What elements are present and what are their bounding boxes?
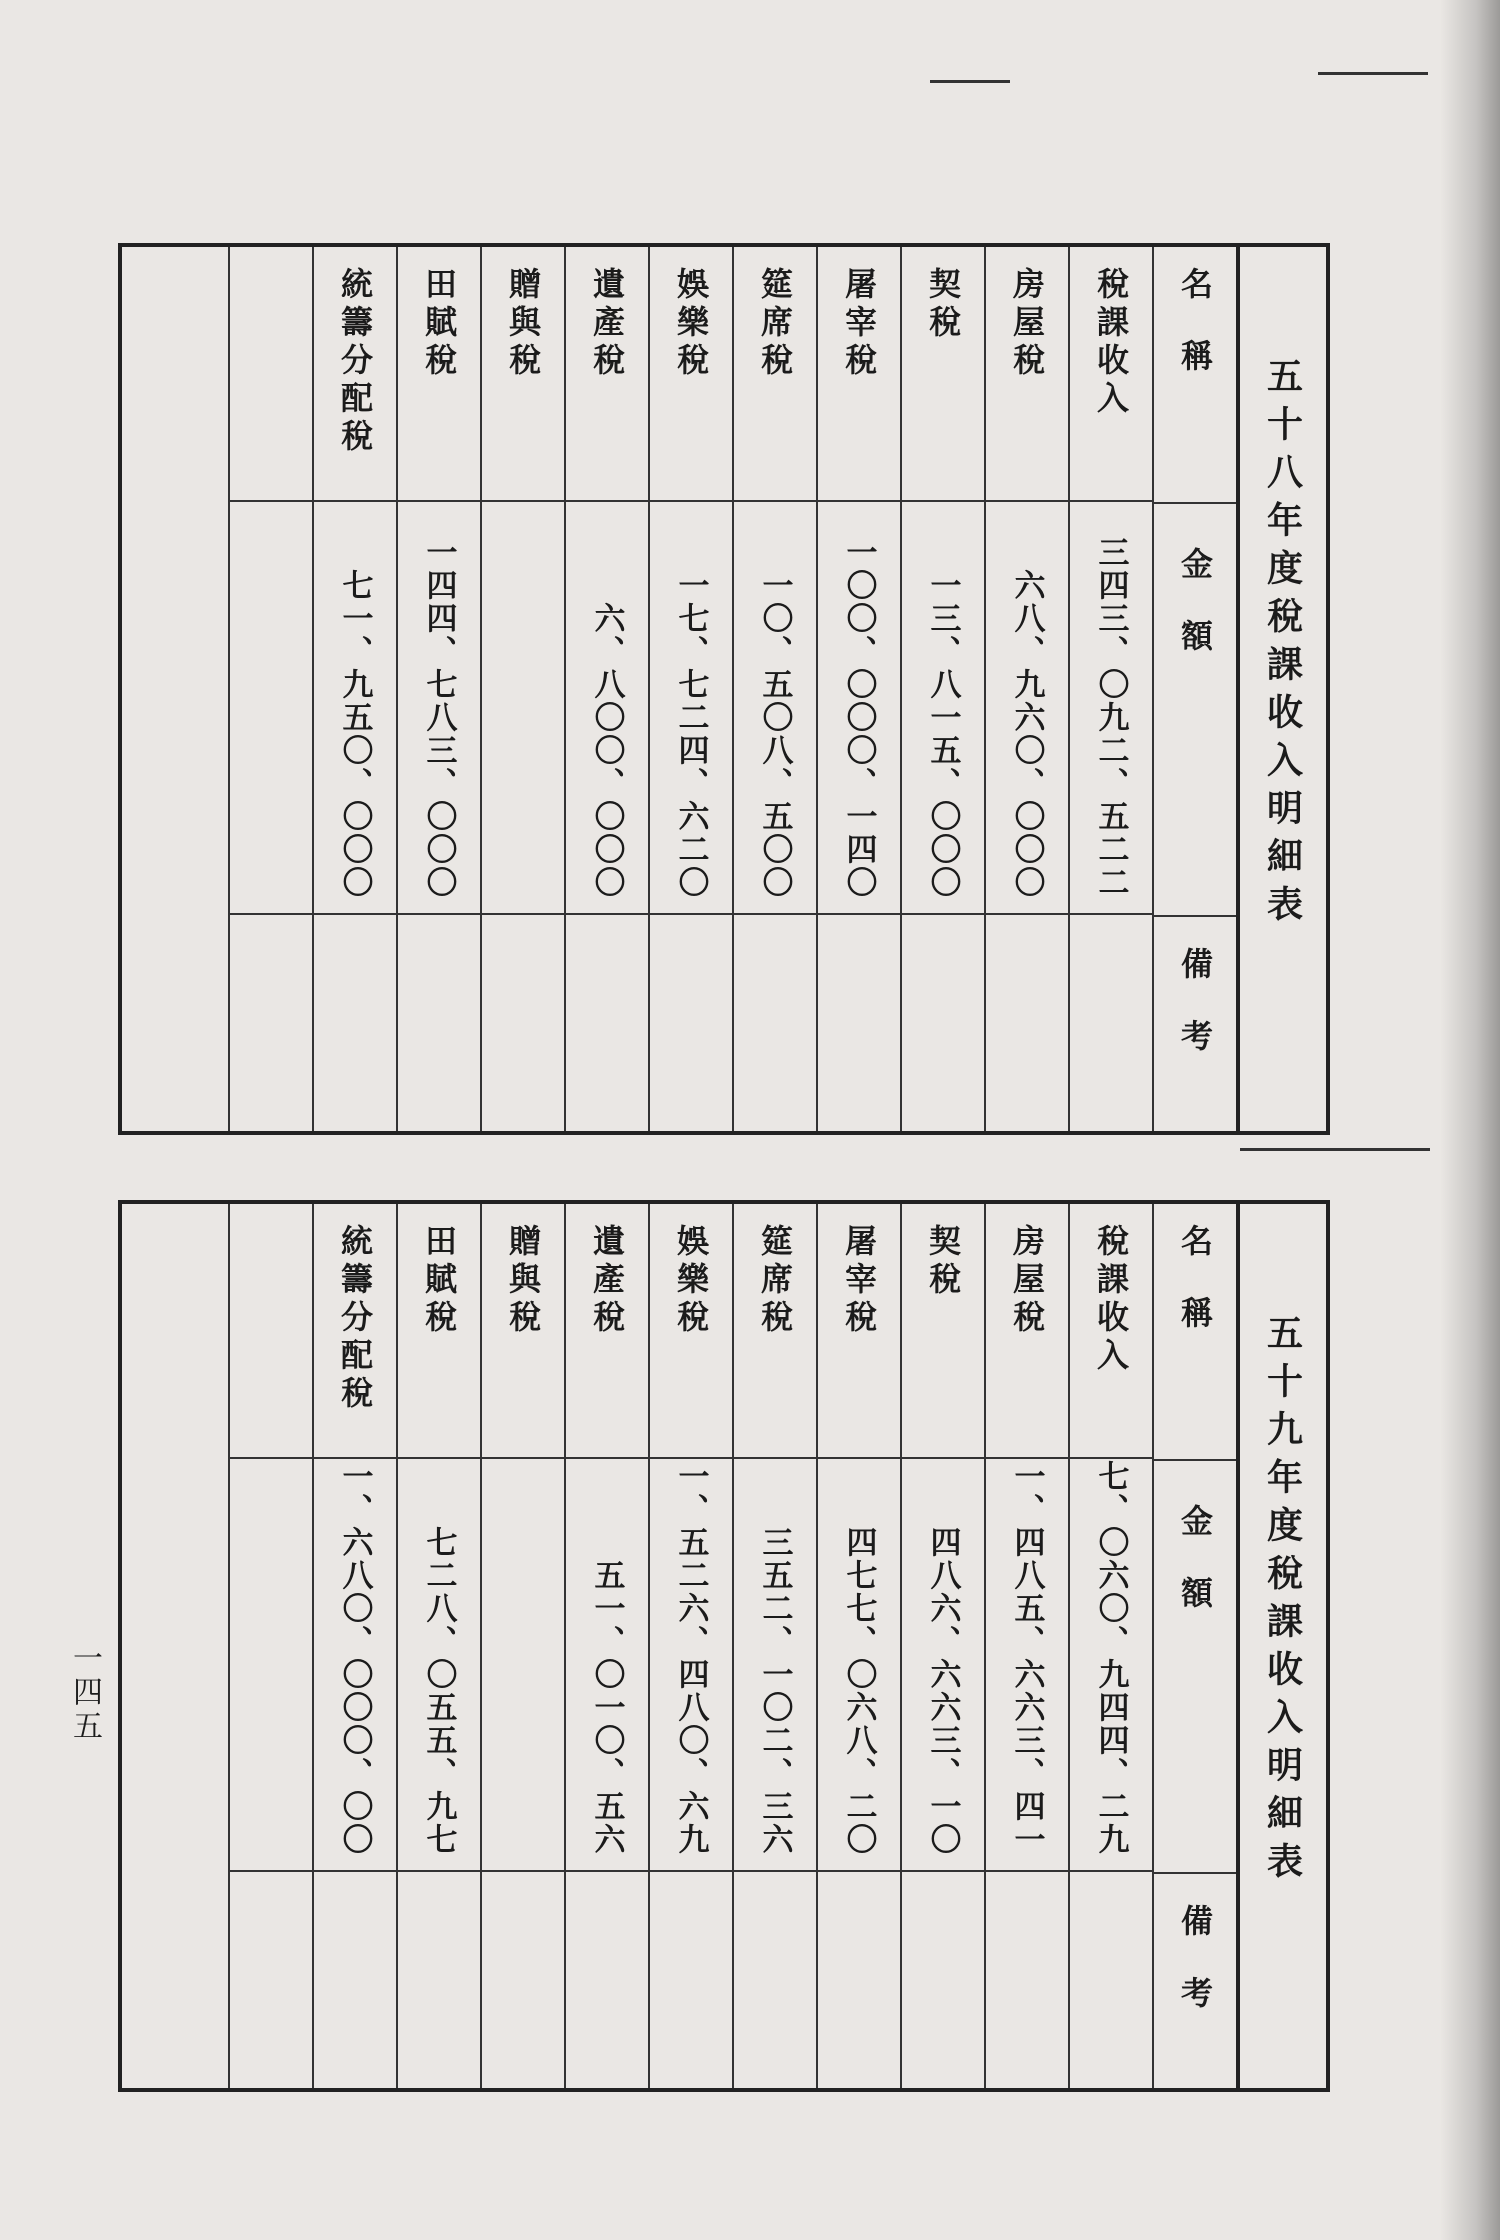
row-name: 契稅 <box>924 267 962 343</box>
row-name: 筵席稅 <box>756 1224 794 1338</box>
scan-mark <box>930 80 1010 83</box>
row-amount: 一、五二六、四八〇、六九 <box>672 1460 709 1856</box>
row-amount: 一四四、七八三、〇〇〇 <box>420 536 457 899</box>
row-amount: 一、六八〇、〇〇〇、〇〇 <box>336 1460 373 1856</box>
table-title-box <box>1236 247 1326 1131</box>
table-row <box>1068 247 1152 1131</box>
row-amount: 一、四八五、六六三、四一 <box>1008 1460 1045 1856</box>
row-amount: 四七七、〇六八、二〇 <box>840 1526 877 1856</box>
tax-table-fy59 <box>118 1200 1330 2092</box>
page-number: 一四五 <box>67 1642 102 1744</box>
row-note <box>986 1872 1068 2088</box>
row-note <box>230 1872 312 2088</box>
row-name: 贈與稅 <box>504 1224 542 1338</box>
tax-table-fy58 <box>118 243 1330 1135</box>
row-note <box>566 915 648 1131</box>
row-name: 房屋稅 <box>1008 1224 1046 1338</box>
row-note <box>314 915 396 1131</box>
table-row <box>816 1204 900 2088</box>
row-note <box>818 915 900 1131</box>
row-note <box>734 915 816 1131</box>
row-note <box>398 1872 480 2088</box>
header-name: 名稱 <box>1176 267 1214 411</box>
row-note <box>314 1872 396 2088</box>
row-name: 稅課收入 <box>1092 267 1130 419</box>
row-note <box>902 915 984 1131</box>
row-name: 統籌分配稅 <box>336 267 374 457</box>
scan-mark <box>1240 1148 1430 1151</box>
row-note <box>482 915 564 1131</box>
row-name: 娛樂稅 <box>672 1224 710 1338</box>
row-amount: 三四三、〇九二、五二二 <box>1092 536 1129 899</box>
row-amount: 六八、九六〇、〇〇〇 <box>1008 569 1045 899</box>
row-amount: 六、八〇〇、〇〇〇 <box>588 602 625 899</box>
row-name: 田賦稅 <box>420 267 458 381</box>
table-row <box>564 247 648 1131</box>
row-amount: 四八六、六六三、一〇 <box>924 1526 961 1856</box>
table-row <box>900 1204 984 2088</box>
row-name: 筵席稅 <box>756 267 794 381</box>
header-column <box>1152 247 1236 1131</box>
row-name: 遺產稅 <box>588 1224 626 1338</box>
table-title-box <box>1236 1204 1326 2088</box>
row-amount: 三五二、一〇二、三六 <box>756 1526 793 1856</box>
row-amount: 七二八、〇五五、九七 <box>420 1526 457 1856</box>
table-row <box>312 247 396 1131</box>
table-row <box>732 1204 816 2088</box>
row-note <box>734 1872 816 2088</box>
table-row <box>984 247 1068 1131</box>
row-note <box>230 915 312 1131</box>
table-row <box>480 247 564 1131</box>
header-note: 備考 <box>1176 947 1214 1091</box>
page-edge-shadow <box>1440 0 1500 2240</box>
row-name: 屠宰稅 <box>840 267 878 381</box>
row-amount: 七一、九五〇、〇〇〇 <box>336 569 373 899</box>
table-row <box>984 1204 1068 2088</box>
row-note <box>650 915 732 1131</box>
row-note <box>818 1872 900 2088</box>
table-title: 五十九年度稅課收入明細表 <box>1261 1314 1304 1890</box>
table-row <box>816 247 900 1131</box>
header-note: 備考 <box>1176 1904 1214 2048</box>
table-row <box>648 247 732 1131</box>
table-row <box>312 1204 396 2088</box>
table-row <box>396 1204 480 2088</box>
row-note <box>398 915 480 1131</box>
row-amount: 一〇〇、〇〇〇、一四〇 <box>840 536 877 899</box>
row-note <box>1070 1872 1152 2088</box>
table-row <box>732 247 816 1131</box>
table-row <box>480 1204 564 2088</box>
row-amount: 五一、〇一〇、五六 <box>588 1559 625 1856</box>
scan-mark <box>1318 72 1428 75</box>
row-amount: 一三、八一五、〇〇〇 <box>924 569 961 899</box>
row-name: 贈與稅 <box>504 267 542 381</box>
table-row <box>900 247 984 1131</box>
row-note <box>1070 915 1152 1131</box>
row-name: 娛樂稅 <box>672 267 710 381</box>
table-row <box>228 1204 312 2088</box>
table-columns <box>122 1204 1236 2088</box>
table-row <box>228 247 312 1131</box>
row-note <box>482 1872 564 2088</box>
row-name: 稅課收入 <box>1092 1224 1130 1376</box>
row-name: 屠宰稅 <box>840 1224 878 1338</box>
header-amount: 金額 <box>1176 1504 1214 1648</box>
header-column <box>1152 1204 1236 2088</box>
row-name: 遺產稅 <box>588 267 626 381</box>
table-row <box>396 247 480 1131</box>
row-name: 田賦稅 <box>420 1224 458 1338</box>
row-amount: 一七、七二四、六二〇 <box>672 569 709 899</box>
table-row <box>564 1204 648 2088</box>
row-note <box>902 1872 984 2088</box>
table-row <box>1068 1204 1152 2088</box>
row-amount: 七、〇六〇、九四四、二九 <box>1092 1460 1129 1856</box>
table-row <box>648 1204 732 2088</box>
row-note <box>650 1872 732 2088</box>
row-note <box>986 915 1068 1131</box>
header-amount: 金額 <box>1176 547 1214 691</box>
row-name: 房屋稅 <box>1008 267 1046 381</box>
header-name: 名稱 <box>1176 1224 1214 1368</box>
table-columns <box>122 247 1236 1131</box>
table-title: 五十八年度稅課收入明細表 <box>1261 357 1304 933</box>
row-name: 統籌分配稅 <box>336 1224 374 1414</box>
row-name: 契稅 <box>924 1224 962 1300</box>
row-note <box>566 1872 648 2088</box>
row-amount: 一〇、五〇八、五〇〇 <box>756 569 793 899</box>
